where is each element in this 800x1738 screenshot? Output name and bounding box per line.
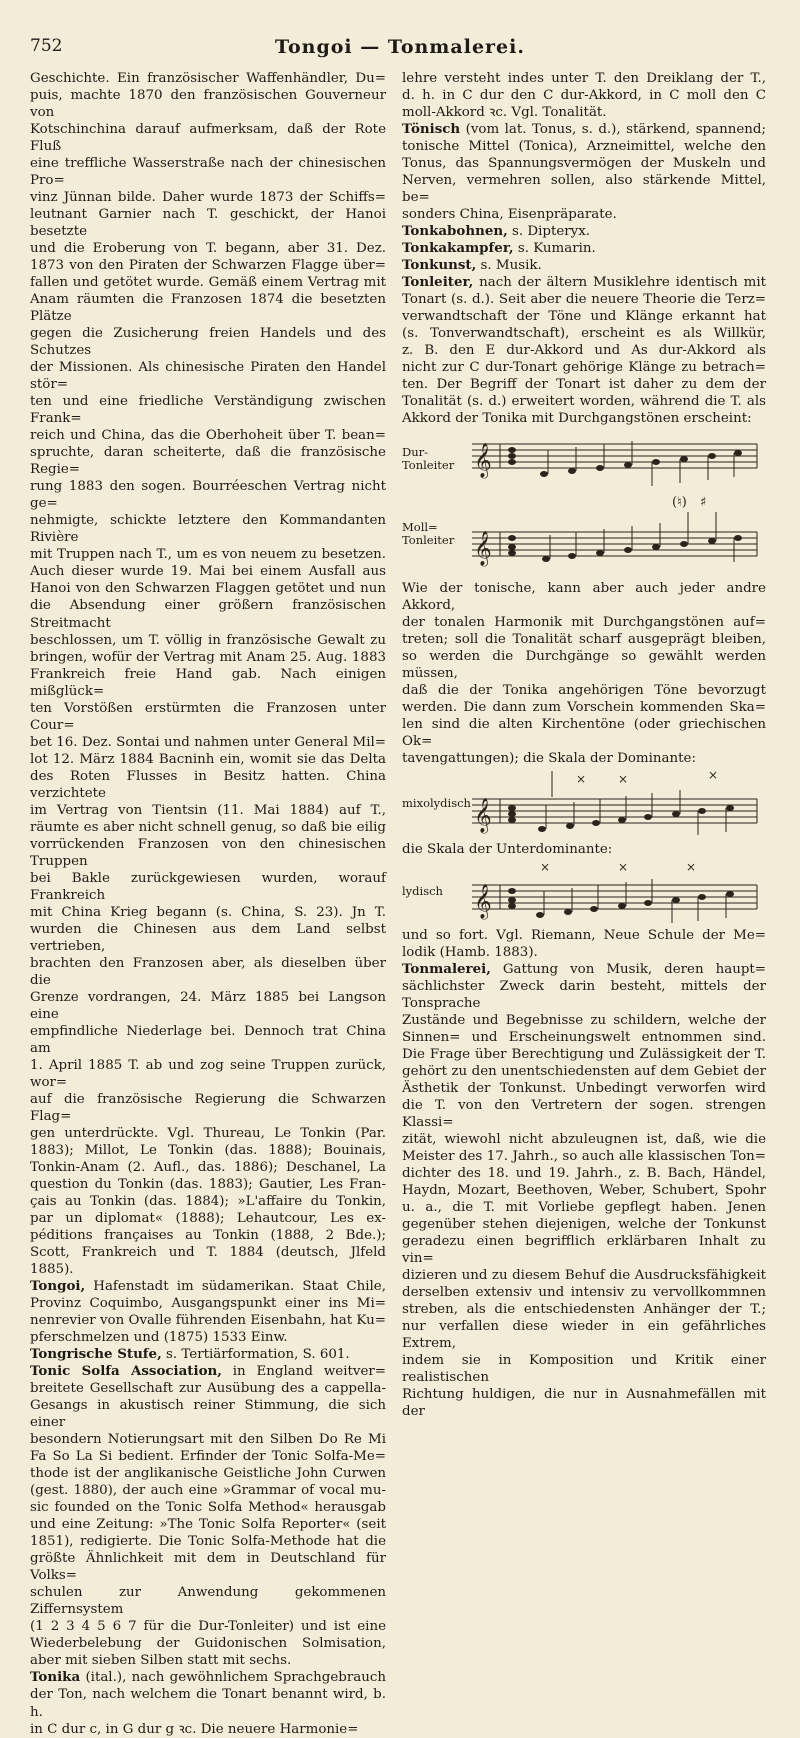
text-line: räumte es aber nicht schnell genug, so daß bie eilig: [30, 819, 386, 835]
headword: Tongrische Stufe,: [30, 1346, 162, 1363]
text-line: question du Tonkin (das. 1883); Gautier, Les Fran-: [30, 1177, 386, 1193]
text-line: lodik (Hamb. 1883).: [402, 944, 538, 960]
text-line: Tonleiter, nach der ältern Musiklehre identisch mit: [402, 274, 766, 291]
svg-text:𝄞: 𝄞: [474, 883, 492, 919]
right-text-mid2: [402, 841, 766, 858]
text-line: Tonkunst, s. Musik.: [402, 257, 542, 274]
running-title: Tongoi — Tonmalerei.: [275, 36, 525, 58]
text-line: Hanoi von den Schwarzen Flaggen getötet und nun: [30, 581, 386, 597]
text-line: d. h. in C dur den C dur-Akkord, in C moll den C: [402, 88, 766, 104]
text-line: empfindliche Niederlage bei. Dennoch trat China am: [30, 1023, 386, 1056]
text-line: Anam räumten die Franzosen 1874 die besetzten Plätze: [30, 292, 386, 325]
text-line: Tonart (s. d.). Seit aber die neuere Theorie die Terz=: [402, 292, 766, 308]
text-line: sonders China, Eisenpräparate.: [402, 207, 617, 223]
text-line: Auch dieser wurde 19. Mai bei einem Ausfall aus: [30, 564, 386, 580]
text-line: Provinz Coquimbo, Ausgangspunkt einer ins Mi=: [30, 1296, 386, 1312]
text-line: lehre versteht indes unter T. den Dreiklang der T.,: [402, 71, 766, 86]
headword: Tonkunst,: [402, 257, 477, 274]
staff-moll-icon: [472, 492, 762, 576]
svg-text:×: ×: [540, 860, 551, 874]
headword: Tönisch: [402, 121, 461, 138]
text-line: (gest. 1880), der auch eine »Grammar of vocal mu-: [30, 1483, 386, 1499]
text-line: Frankreich freie Hand gab. Nach einigen mißglück=: [30, 666, 386, 699]
staff-lydisch-icon: [472, 861, 762, 923]
page-number: 752: [30, 36, 63, 56]
text-line: Tönisch (vom lat. Tonus, s. d.), stärkend, spannend;: [402, 121, 766, 138]
text-line: rung 1883 den sogen. Bourréeschen Vertrag nicht ge=: [30, 479, 386, 512]
svg-text:×: ×: [708, 770, 719, 782]
headword: Tonkabohnen,: [402, 223, 508, 240]
text-line: gehört zu den unentschiedensten auf dem Gebiet der: [402, 1063, 766, 1079]
text-line: Tonic Solfa Association, in England weitver=: [30, 1363, 386, 1380]
text-line: Tongrische Stufe, s. Tertiärformation, S. 601.: [30, 1346, 350, 1363]
text-line: Meister des 17. Jahrh., so auch alle klassischen Ton=: [402, 1148, 766, 1164]
text-line: Akkord der Tonika mit Durchgangstönen erscheint:: [402, 411, 752, 427]
text-line: nur verfallen diese wieder in ein gefährliches Extrem,: [402, 1318, 766, 1351]
text-line: Tonika (ital.), nach gewöhnlichem Sprachgebrauch: [30, 1669, 386, 1686]
score-mixolydisch: [402, 771, 766, 837]
text-line: gegen die Zusicherung freien Handels und des Schutzes: [30, 326, 386, 359]
headword: Tonleiter,: [402, 274, 474, 291]
text-line: spruchte, daran scheiterte, daß die französische Regie=: [30, 445, 386, 478]
text-line: nehmigte, schickte letztere den Kommandanten Rivière: [30, 513, 386, 546]
text-line: Haydn, Mozart, Beethoven, Weber, Schubert, Spohr: [402, 1182, 766, 1198]
text-line: Wie der tonische, kann aber auch jeder andre Akkord,: [402, 581, 766, 614]
text-line: thode ist der anglikanische Geistliche John Curwen: [30, 1466, 386, 1482]
text-line: Sinnen= und Erscheinungswelt entnommen sind.: [402, 1029, 766, 1045]
svg-text:♯: ♯: [700, 495, 707, 511]
svg-text:(♮): (♮): [672, 495, 687, 511]
text-line: brachten den Franzosen aber, als dieselben über die: [30, 955, 386, 988]
text-line: Ästhetik der Tonkunst. Unbedingt verworfen wird: [402, 1080, 766, 1096]
svg-text:×: ×: [576, 771, 587, 786]
text-line: çais au Tonkin (das. 1884); »L'affaire du Tonkin,: [30, 1194, 386, 1210]
svg-text:×: ×: [618, 860, 629, 874]
text-line: nenrevier von Ovalle führenden Eisenbahn, hat Ku=: [30, 1313, 386, 1329]
text-line: und so fort. Vgl. Riemann, Neue Schule der Me=: [402, 927, 766, 943]
text-line: zität, wiewohl nicht abzuleugnen ist, daß, wie die: [402, 1131, 766, 1147]
score-label-dur: Dur-Tonleiter: [402, 445, 455, 473]
text-line: wurden die Chinesen aus dem Land selbst vertrieben,: [30, 921, 386, 954]
text-line: des Roten Flusses in Besitz hatten. China verzichtete: [30, 768, 386, 801]
text-line: und die Eroberung von T. begann, aber 31. Dez.: [30, 241, 386, 257]
text-line: leutnant Garnier nach T. geschickt, der Hanoi besetzte: [30, 207, 386, 240]
text-line: bringen, wofür der Vertrag mit Anam 25. Aug. 1883: [30, 649, 386, 665]
text-line: Fa So La Si bedient. Erfinder der Tonic Solfa-Me=: [30, 1449, 386, 1465]
text-line: péditions françaises au Tonkin (1888, 2 Bde.);: [30, 1228, 386, 1244]
text-line: sächlichster Zweck darin besteht, mittels der Tonsprache: [402, 978, 766, 1011]
text-line: die Absendung einer größern französischen Streitmacht: [30, 598, 386, 631]
text-line: Tonalität (s. d.) erweitert worden, während die T. als: [402, 394, 766, 410]
left-column: [30, 70, 386, 1738]
headword: Tonmalerei,: [402, 960, 491, 977]
text-line: 1873 von den Piraten der Schwarzen Flagge über=: [30, 258, 386, 274]
text-line: ten Vorstößen erstürmten die Franzosen unter Cour=: [30, 700, 386, 733]
headword: Tonic Solfa Association,: [30, 1363, 222, 1380]
text-line: breitete Gesellschaft zur Ausübung des a cappella-: [30, 1381, 386, 1397]
text-line: (s. Tonverwandtschaft), erscheint es als Willkür,: [402, 326, 766, 342]
text-line: Tonkabohnen, s. Dipteryx.: [402, 223, 591, 240]
text-line: der Ton, nach welchem die Tonart benannt wird, b. h.: [30, 1687, 386, 1720]
text-line: Tonkin-Anam (2. Aufl., das. 1886); Deschanel, La: [30, 1160, 386, 1175]
svg-text:×: ×: [686, 860, 697, 874]
svg-text:𝄞: 𝄞: [474, 531, 492, 567]
text-line: verwandtschaft der Töne und Klänge erkannt hat: [402, 309, 766, 325]
text-line: Scott, Frankreich und T. 1884 (deutsch, Jlfeld 1885).: [30, 1245, 386, 1278]
text-line: puis, machte 1870 den französischen Gouverneur von: [30, 88, 386, 121]
right-text-top: [402, 70, 766, 427]
text-line: 1. April 1885 T. ab und zog seine Truppen zurück, wor=: [30, 1057, 386, 1090]
text-line: in C dur c, in G dur g ꝛc. Die neuere Harmonie=: [30, 1721, 359, 1737]
page-header: [30, 36, 770, 62]
text-line: tonische Mittel (Tonica), Arzneimittel, welche den: [402, 139, 766, 155]
text-line: gegenüber stehen diejenigen, welche der Tonkunst: [402, 1216, 766, 1232]
text-line: Richtung huldigen, die nur in Ausnahmefällen mit der: [402, 1386, 766, 1419]
text-line: Zustände und Begebnisse zu schildern, welche der: [402, 1012, 766, 1028]
svg-text:𝄞: 𝄞: [474, 797, 492, 833]
text-line: moll-Akkord ꝛc. Vgl. Tonalität.: [402, 105, 607, 121]
text-line: Tonmalerei, Gattung von Musik, deren haupt=: [402, 960, 766, 977]
text-line: tavengattungen); die Skala der Dominante:: [402, 751, 696, 767]
text-line: 1851), redigierte. Die Tonic Solfa-Methode hat die: [30, 1534, 386, 1550]
text-line: z. B. den E dur-Akkord und As dur-Akkord als: [402, 343, 766, 359]
text-line: len sind die alten Kirchentöne (oder griechischen Ok=: [402, 717, 766, 750]
text-line: (1 2 3 4 5 6 7 für die Dur-Tonleiter) und ist eine: [30, 1619, 386, 1635]
text-line: Kotschinchina darauf aufmerksam, daß der Rote Fluß: [30, 122, 386, 155]
text-line: aber mit sieben Silben statt mit sechs.: [30, 1653, 292, 1669]
text-line: werden. Die dann zum Vorschein kommenden Ska=: [402, 700, 766, 716]
score-lydisch: [402, 861, 766, 923]
text-line: beschlossen, um T. völlig in französische Gewalt zu: [30, 632, 386, 648]
text-line: Grenze vordrangen, 24. März 1885 bei Langson eine: [30, 989, 386, 1022]
text-line: derselben extensiv und intensiv zu vervollkommnen: [402, 1284, 766, 1300]
text-line: lot 12. März 1884 Bacninh ein, womit sie das Delta: [30, 751, 386, 767]
headword: Tonkakampfer,: [402, 240, 514, 257]
text-line: vinz Jünnan bilde. Daher wurde 1873 der Schiffs=: [30, 190, 386, 206]
text-line: und eine Zeitung: »The Tonic Solfa Reporter« (seit: [30, 1517, 386, 1533]
text-line: daß die der Tonika angehörigen Töne bevorzugt: [402, 683, 766, 699]
text-line: 1883); Millot, Le Tonkin (das. 1888); Bouinais,: [30, 1142, 386, 1158]
headword: Tongoi,: [30, 1278, 86, 1295]
text-line: nicht zur C dur-Tonart gehörige Klänge zu betrach=: [402, 360, 766, 376]
text-line: Tongoi, Hafenstadt im südamerikan. Staat Chile,: [30, 1278, 386, 1295]
text-line: Tonus, das Spannungsvermögen der Muskeln und: [402, 156, 766, 172]
score-moll-tonleiter: [402, 492, 766, 576]
score-label-mixolydisch: mixolydisch: [402, 796, 471, 810]
text-line: u. a., die T. mit Vorliebe gepflegt haben. Jenen: [402, 1199, 766, 1215]
text-line: Geschichte. Ein französischer Waffenhändler, Du=: [30, 71, 386, 86]
text-line: streben, als die entschiedensten Anhänger der T.;: [402, 1301, 766, 1317]
text-line: ten und eine friedliche Verständigung zwischen Frank=: [30, 394, 386, 427]
text-line: Wiederbelebung der Guidonischen Solmisation,: [30, 1636, 386, 1652]
text-line: schulen zur Anwendung gekommenen Ziffernsystem: [30, 1585, 386, 1618]
text-line: indem sie in Komposition und Kritik einer realistischen: [402, 1352, 766, 1385]
text-line: die T. von den Vertretern der sogen. strengen Klassi=: [402, 1097, 766, 1130]
text-line: Die Frage über Berechtigung und Zulässigkeit der T.: [402, 1046, 766, 1062]
text-line: bei Bakle zurückgewiesen wurden, worauf Frankreich: [30, 870, 386, 903]
text-line: auf die französische Regierung die Schwarzen Flag=: [30, 1091, 386, 1124]
text-line: die Skala der Unterdominante:: [402, 841, 613, 857]
headword: Tonika: [30, 1669, 81, 1686]
text-line: dizieren und zu diesem Behuf die Ausdrucksfähigkeit: [402, 1267, 766, 1283]
right-column: [402, 70, 766, 1420]
text-line: pferschmelzen und (1875) 1533 Einw.: [30, 1330, 288, 1346]
score-label-moll: Moll= Tonleiter: [402, 520, 455, 548]
text-line: gen unterdrückte. Vgl. Thureau, Le Tonkin (Par.: [30, 1125, 386, 1141]
text-line: der Missionen. Als chinesische Piraten den Handel stör=: [30, 360, 386, 393]
text-line: im Vertrag von Tientsin (11. Mai 1884) auf T.,: [30, 802, 386, 818]
svg-text:𝄞: 𝄞: [474, 443, 492, 479]
text-line: größte Ähnlichkeit mit dem in Deutschland für Volks=: [30, 1551, 386, 1584]
text-line: so werden die Durchgänge so gewählt werden müssen,: [402, 649, 766, 682]
text-line: mit China Krieg begann (s. China, S. 23). Jn T.: [30, 904, 386, 920]
text-line: Gesangs in akustisch reiner Stimmung, die sich einer: [30, 1398, 386, 1431]
text-line: geradezu einen begrifflich erklärbaren Inhalt zu vin=: [402, 1233, 766, 1266]
text-line: ten. Der Begriff der Tonart ist daher zu dem der: [402, 377, 766, 393]
staff-dur-icon: [472, 430, 762, 488]
text-line: besondern Notierungsart mit den Silben Do Re Mi: [30, 1432, 386, 1448]
text-line: sic founded on the Tonic Solfa Method« herausgab: [30, 1500, 386, 1516]
right-text-mid1: [402, 580, 766, 767]
text-line: par un diplomat« (1888); Lehautcour, Les ex-: [30, 1211, 386, 1227]
text-line: bet 16. Dez. Sontai und nahmen unter General Mil=: [30, 734, 386, 750]
score-dur-tonleiter: [402, 430, 766, 488]
text-line: dichter des 18. und 19. Jahrh., z. B. Bach, Händel,: [402, 1165, 766, 1181]
right-text-bottom: [402, 927, 766, 1420]
text-line: Nerven, vermehren sollen, also stärkende Mittel, be=: [402, 173, 766, 206]
svg-text:×: ×: [618, 771, 629, 786]
text-line: reich und China, das die Oberhoheit über T. bean=: [30, 428, 386, 444]
text-line: Tonkakampfer, s. Kumarin.: [402, 240, 596, 257]
text-line: eine treffliche Wasserstraße nach der chinesischen Pro=: [30, 156, 386, 189]
text-line: der tonalen Harmonik mit Durchgangstönen auf=: [402, 615, 766, 631]
text-line: fallen und getötet wurde. Gemäß einem Vertrag mit: [30, 275, 386, 291]
score-label-lydisch: lydisch: [402, 884, 443, 899]
text-line: mit Truppen nach T., um es von neuem zu besetzen.: [30, 547, 386, 563]
text-line: vorrückenden Franzosen von den chinesischen Truppen: [30, 836, 386, 869]
staff-mixolydisch-icon: [472, 771, 762, 837]
text-line: treten; soll die Tonalität scharf ausgeprägt bleiben,: [402, 632, 766, 648]
